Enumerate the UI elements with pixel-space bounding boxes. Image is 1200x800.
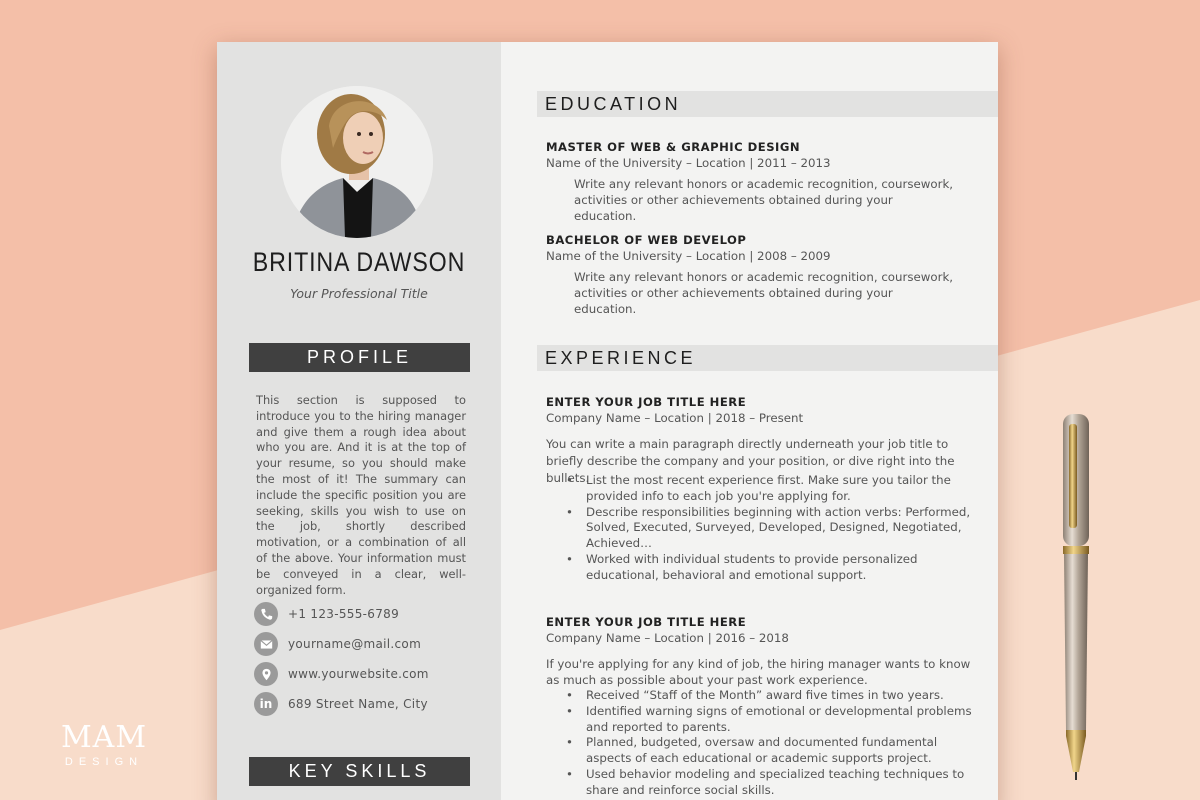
list-item: • Describe responsibilities beginning with action verbs: Performed, Solved, Executed, Surveyed, Developed, Designed, Negotiated, Achieved… — [566, 505, 976, 552]
location-pin-icon — [254, 662, 278, 686]
profile-photo — [281, 86, 433, 238]
job-title: ENTER YOUR JOB TITLE HERE — [546, 615, 747, 629]
job-paragraph: If you're applying for any kind of job, the hiring manager wants to know as much as possible about your past work experience. — [546, 657, 971, 687]
website-text: www.yourwebsite.com — [288, 667, 429, 681]
logo-main-text: MAM — [60, 720, 148, 755]
list-item: • List the most recent experience first. Make sure you tailor the provided info to each job you're applying for. — [566, 473, 976, 505]
experience-heading: EXPERIENCE — [537, 345, 998, 371]
pen-image — [1055, 410, 1095, 790]
education-degree: MASTER OF WEB & GRAPHIC DESIGN — [546, 140, 801, 154]
education-description: Write any relevant honors or academic recognition, coursework, activities or other achievements obtained during your education. — [574, 177, 954, 223]
profile-heading: PROFILE — [249, 343, 470, 372]
education-degree: BACHELOR OF WEB DEVELOP — [546, 233, 747, 247]
job-bullets — [566, 473, 976, 584]
list-item: • Used behavior modeling and specialized teaching techniques to share and reinforce social skills. — [566, 767, 976, 799]
candidate-name: BRITINA DAWSON — [252, 247, 466, 277]
education-description: Write any relevant honors or academic recognition, coursework, activities or other achievements obtained during your education. — [574, 270, 954, 316]
education-meta: Name of the University – Location | 2008 – 2009 — [546, 249, 831, 263]
list-item: • Received “Staff of the Month” award five times in two years. — [566, 688, 976, 704]
resume-page — [217, 42, 998, 800]
contact-phone — [254, 602, 399, 626]
profile-summary: This section is supposed to introduce you to the hiring manager and give them a rough idea about who you are. And it is at the top of your resume, so you should make the most of it! The summary can include the specific position you are seeking, skills you wish to use on the job, shortly described motivation, or a combination of all of the above. Your information must be conveyed in a clear, well-organized form. — [256, 393, 466, 597]
mail-icon — [254, 632, 278, 656]
professional-title: Your Professional Title — [290, 286, 428, 301]
contact-address — [254, 692, 428, 716]
contact-email — [254, 632, 421, 656]
key-skills-heading: KEY SKILLS — [249, 757, 470, 786]
job-bullets — [566, 688, 976, 799]
brand-logo — [52, 722, 156, 768]
job-title: ENTER YOUR JOB TITLE HERE — [546, 395, 747, 409]
logo-sub-text: DESIGN — [64, 756, 144, 768]
phone-text: +1 123-555-6789 — [288, 607, 400, 621]
education-meta: Name of the University – Location | 2011 – 2013 — [546, 156, 831, 170]
list-item: • Planned, budgeted, oversaw and documented fundamental aspects of each educational or academic supports project. — [566, 735, 976, 767]
list-item: • Worked with individual students to provide personalized educational, behavioral and emotional support. — [566, 552, 976, 584]
job-meta: Company Name – Location | 2016 – 2018 — [546, 631, 789, 645]
phone-icon — [254, 602, 278, 626]
job-meta: Company Name – Location | 2018 – Present — [546, 411, 804, 425]
linkedin-icon: in — [254, 692, 278, 716]
contact-website — [254, 662, 429, 686]
email-text: yourname@mail.com — [288, 637, 422, 651]
list-item: • Identified warning signs of emotional or developmental problems and reported to parents. — [566, 704, 976, 736]
job-paragraph: You can write a main paragraph directly underneath your job title to briefly describe the company and your position, or dive right into the bullets. — [546, 437, 955, 485]
address-text: 689 Street Name, City — [288, 697, 428, 711]
education-heading: EDUCATION — [537, 91, 998, 117]
